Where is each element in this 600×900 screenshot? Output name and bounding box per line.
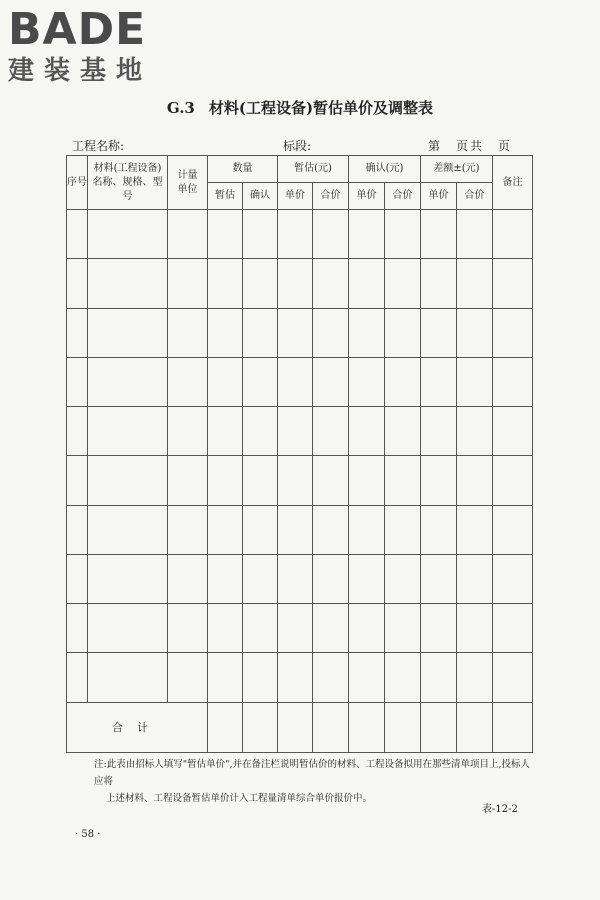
table-cell <box>457 456 493 505</box>
table-cell <box>313 407 349 456</box>
table-cell <box>168 259 208 308</box>
total-cell <box>421 702 457 752</box>
table-cell <box>208 505 243 554</box>
table-cell <box>457 259 493 308</box>
table-cell <box>168 653 208 702</box>
footnote <box>94 756 534 807</box>
header-remark: 备注 <box>493 156 533 210</box>
table-cell <box>88 407 168 456</box>
table-cell <box>313 554 349 603</box>
header-unit-line1: 计量 <box>177 169 198 181</box>
total-cell <box>243 702 278 752</box>
table-cell <box>243 407 278 456</box>
table-cell <box>349 505 385 554</box>
table-cell <box>349 456 385 505</box>
total-label-cell <box>67 702 208 752</box>
table-cell <box>278 210 313 259</box>
header-unit <box>168 156 208 210</box>
total-cell <box>313 702 349 752</box>
total-label: 合计 <box>112 721 162 735</box>
header-conf-unit-price: 单价 <box>349 183 385 210</box>
header-diff-total-price: 合价 <box>457 183 493 210</box>
table-cell <box>67 505 88 554</box>
table-cell <box>349 604 385 653</box>
table-cell <box>421 357 457 406</box>
total-cell <box>349 702 385 752</box>
table-cell <box>421 407 457 456</box>
table-cell <box>67 259 88 308</box>
table-row <box>67 259 533 308</box>
table-cell <box>208 259 243 308</box>
table-cell <box>457 407 493 456</box>
header-estimate: 暂估(元) <box>278 156 349 183</box>
table-cell <box>88 357 168 406</box>
table-cell <box>67 308 88 357</box>
table-cell <box>349 554 385 603</box>
table-cell <box>208 653 243 702</box>
header-row-1 <box>67 156 533 183</box>
table-cell <box>278 259 313 308</box>
table-cell <box>313 653 349 702</box>
table-cell <box>385 308 421 357</box>
table-row <box>67 604 533 653</box>
total-cell <box>457 702 493 752</box>
table-cell <box>313 308 349 357</box>
table-row <box>67 505 533 554</box>
table-cell <box>88 505 168 554</box>
table-row <box>67 554 533 603</box>
table-cell <box>349 407 385 456</box>
table-cell <box>168 505 208 554</box>
table-cell <box>493 604 533 653</box>
table-cell <box>88 259 168 308</box>
logo-mark: BADE <box>8 4 147 55</box>
table-cell <box>349 653 385 702</box>
table-cell <box>457 554 493 603</box>
footnote-line-2: 上述材料、工程设备暂估单价计入工程量清单综合单价报价中。 <box>106 793 373 804</box>
table-cell <box>278 505 313 554</box>
header-quantity: 数量 <box>208 156 278 183</box>
table-cell <box>313 210 349 259</box>
table-cell <box>67 554 88 603</box>
table-cell <box>313 456 349 505</box>
page-count-label: 第 页共 页 <box>428 139 513 153</box>
table-cell <box>385 357 421 406</box>
estimate-table <box>66 155 533 753</box>
table-cell <box>457 308 493 357</box>
table-cell <box>349 357 385 406</box>
header-seq: 序号 <box>67 156 88 210</box>
document-title <box>0 97 600 118</box>
total-row <box>67 702 533 752</box>
table-cell <box>88 210 168 259</box>
table-cell <box>243 554 278 603</box>
total-cell <box>208 702 243 752</box>
table-cell <box>385 653 421 702</box>
table-cell <box>421 308 457 357</box>
footnote-line-1: 注:此表由招标人填写"暂估单价",并在备注栏说明暂估价的材料、工程设备拟用在那些清单项目上,投标人应将 <box>94 759 530 787</box>
table-cell <box>88 456 168 505</box>
title-text: 材料(工程设备)暂估单价及调整表 <box>208 99 434 117</box>
table-cell <box>278 407 313 456</box>
header-material-line2: 名称、规格、型号 <box>92 176 163 202</box>
table-cell <box>421 210 457 259</box>
table-cell <box>67 210 88 259</box>
header-material-line1: 材料(工程设备) <box>93 162 162 174</box>
table-cell <box>243 308 278 357</box>
table-cell <box>243 357 278 406</box>
logo-subtitle: 建装基地 <box>8 56 153 86</box>
table-cell <box>208 357 243 406</box>
table-cell <box>243 653 278 702</box>
table-row <box>67 407 533 456</box>
table-cell <box>313 259 349 308</box>
table-row <box>67 653 533 702</box>
brand-logo <box>8 6 152 86</box>
table-cell <box>313 604 349 653</box>
table-cell <box>421 259 457 308</box>
table-cell <box>168 210 208 259</box>
table-cell <box>278 357 313 406</box>
table-cell <box>349 210 385 259</box>
header-qty-estimate: 暂估 <box>208 183 243 210</box>
table-cell <box>208 456 243 505</box>
table-cell <box>421 554 457 603</box>
header-est-unit-price: 单价 <box>278 183 313 210</box>
table-cell <box>457 357 493 406</box>
table-cell <box>88 554 168 603</box>
table-row <box>67 308 533 357</box>
page-number: · 58 · <box>75 829 101 840</box>
table-cell <box>313 357 349 406</box>
section-label: 标段: <box>283 139 312 153</box>
project-name-label: 工程名称: <box>72 139 125 153</box>
table-cell <box>168 357 208 406</box>
header-confirmed: 确认(元) <box>349 156 421 183</box>
table-cell <box>385 554 421 603</box>
table-cell <box>457 653 493 702</box>
table-cell <box>243 604 278 653</box>
table-cell <box>421 505 457 554</box>
header-qty-confirmed: 确认 <box>243 183 278 210</box>
title-number: G.3 <box>166 99 195 117</box>
table-cell <box>278 653 313 702</box>
table-cell <box>208 407 243 456</box>
table-cell <box>88 308 168 357</box>
table-cell <box>243 456 278 505</box>
table-row <box>67 357 533 406</box>
table-cell <box>493 407 533 456</box>
table-cell <box>457 604 493 653</box>
total-cell <box>278 702 313 752</box>
table-cell <box>421 604 457 653</box>
table-cell <box>88 604 168 653</box>
table-cell <box>208 604 243 653</box>
table-cell <box>243 210 278 259</box>
table-cell <box>313 505 349 554</box>
header-conf-total-price: 合价 <box>385 183 421 210</box>
table-cell <box>385 456 421 505</box>
table-row <box>67 456 533 505</box>
table-cell <box>493 653 533 702</box>
table-cell <box>493 357 533 406</box>
header-diff-unit-price: 单价 <box>421 183 457 210</box>
table-cell <box>457 210 493 259</box>
table-cell <box>349 259 385 308</box>
table-cell <box>208 554 243 603</box>
table-cell <box>168 407 208 456</box>
table-cell <box>278 554 313 603</box>
table-cell <box>493 210 533 259</box>
table-cell <box>67 604 88 653</box>
table-cell <box>493 456 533 505</box>
table-cell <box>385 259 421 308</box>
table-cell <box>67 653 88 702</box>
table-cell <box>67 407 88 456</box>
total-cell <box>385 702 421 752</box>
table-cell <box>493 259 533 308</box>
table-cell <box>421 456 457 505</box>
header-est-total-price: 合价 <box>313 183 349 210</box>
table-row <box>67 210 533 259</box>
table-cell <box>208 308 243 357</box>
header-unit-line2: 单位 <box>177 183 198 195</box>
table-cell <box>385 210 421 259</box>
header-difference: 差额±(元) <box>421 156 493 183</box>
table-cell <box>168 308 208 357</box>
table-cell <box>493 505 533 554</box>
form-code: 表-12-2 <box>482 804 518 815</box>
table-cell <box>278 456 313 505</box>
table-cell <box>208 210 243 259</box>
table-cell <box>168 604 208 653</box>
table-cell <box>385 505 421 554</box>
header-material <box>88 156 168 210</box>
table-cell <box>67 456 88 505</box>
table-cell <box>88 653 168 702</box>
table-body <box>67 210 533 753</box>
table-cell <box>278 308 313 357</box>
table-cell <box>385 604 421 653</box>
table-cell <box>168 456 208 505</box>
table-cell <box>67 357 88 406</box>
table-cell <box>168 554 208 603</box>
table-cell <box>243 505 278 554</box>
table-cell <box>457 505 493 554</box>
table-cell <box>349 308 385 357</box>
table-cell <box>493 554 533 603</box>
table-cell <box>493 308 533 357</box>
table-cell <box>243 259 278 308</box>
table-cell <box>278 604 313 653</box>
total-cell <box>493 702 533 752</box>
table-cell <box>421 653 457 702</box>
table-cell <box>385 407 421 456</box>
